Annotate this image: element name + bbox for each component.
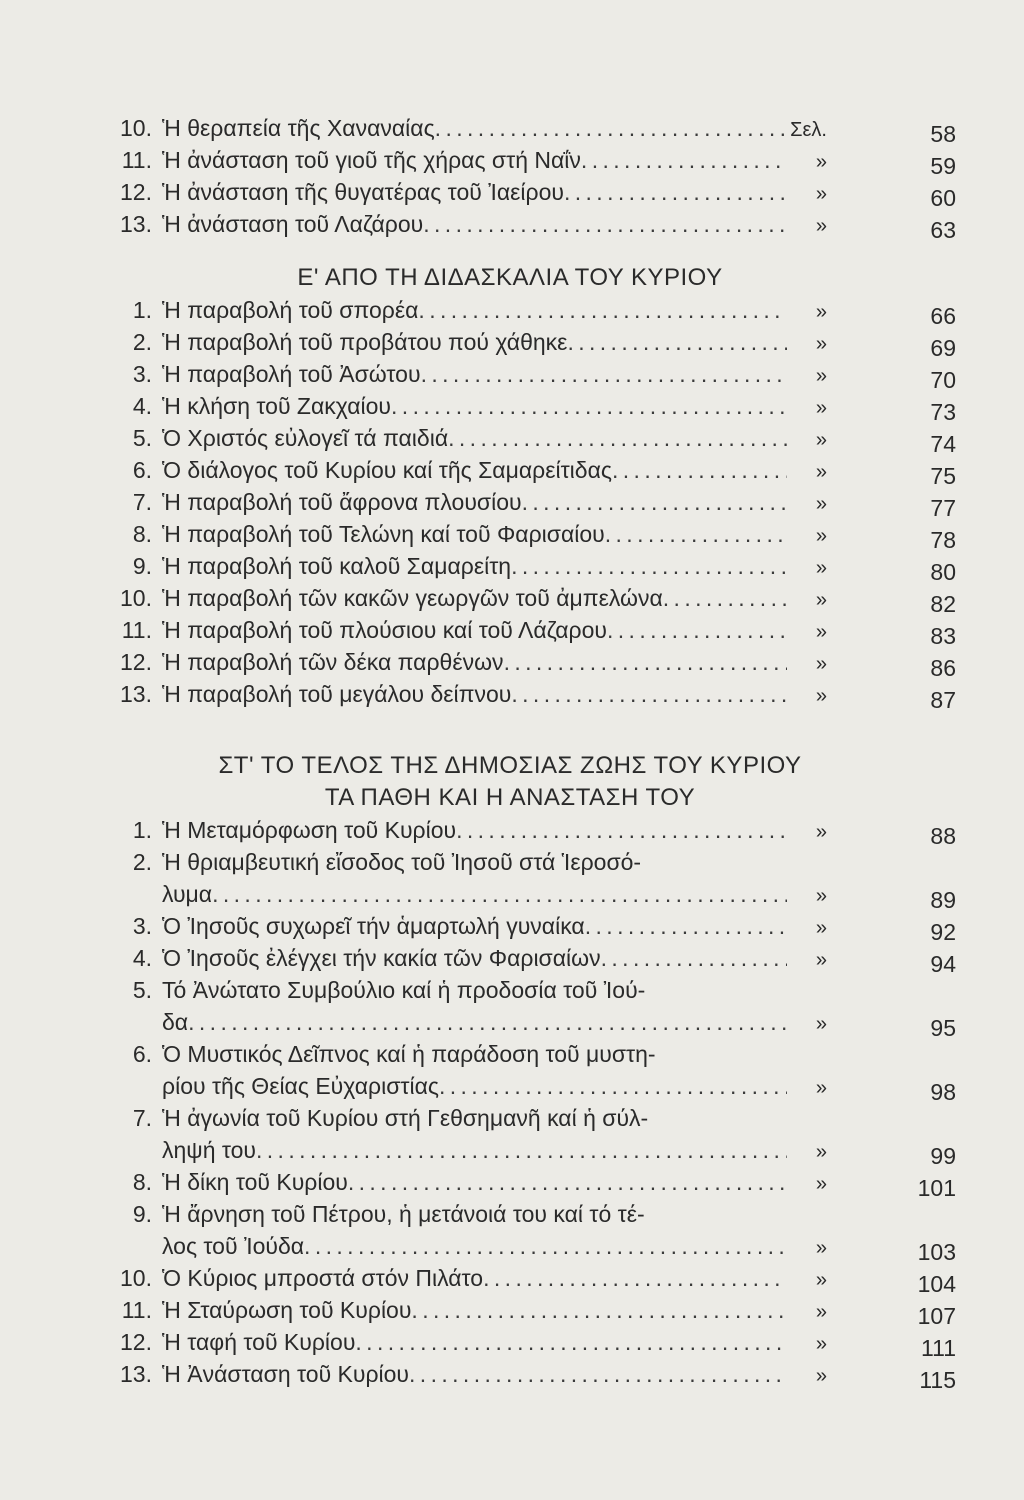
entry-text: Ὁ Μυστικός Δεῖπνος καί ἡ παράδοση τοῦ μυστη- [162,1041,656,1067]
toc-entry[interactable] [0,678,1024,713]
dot-leader [504,646,787,678]
entry-number: 7. [132,489,152,515]
entry-title-line [162,1102,827,1134]
toc-entry[interactable] [0,390,1024,425]
entry-text: Ἡ παραβολή τοῦ προβάτου πού χάθηκε [162,329,568,355]
page-number: 86 [930,655,956,681]
page-number: 115 [919,1367,956,1393]
entry-title [162,486,827,518]
entry-title-line [162,390,827,422]
dot-leader [585,910,787,942]
dot-leader [564,176,787,208]
entry-text: Ἡ παραβολή τοῦ πλούσιου καί τοῦ Λάζαρου [162,617,607,643]
page-mark: » [815,557,827,579]
entry-text: Ὁ Ἰησοῦς συχωρεῖ τήν ἁμαρτωλή γυναίκα [162,913,585,939]
dot-leader [423,208,787,240]
page-mark: » [815,1333,827,1355]
entry-number: 7. [132,1105,152,1131]
entry-text: Ὁ Χριστός εὐλογεῖ τά παιδιά [162,425,449,451]
page-mark: » [815,365,827,387]
entry-text: Ἡ ἀγωνία τοῦ Κυρίου στή Γεθσημανῆ καί ἡ σύλ- [162,1105,649,1131]
entry-text: Ἡ παραβολή τοῦ Ἀσώτου [162,361,421,387]
toc-entry[interactable] [0,294,1024,329]
entry-text: Ὁ Κύριος μπροστά στόν Πιλάτο [162,1265,484,1291]
page-number: 107 [917,1303,956,1329]
toc-entry[interactable] [0,1358,1024,1393]
entry-number: 3. [132,361,152,387]
entry-title-line [162,550,827,582]
entry-title [162,358,827,390]
entry-number: 10. [120,1265,152,1291]
dot-leader [256,1134,787,1166]
entry-title-line [162,294,827,326]
entry-title-line [162,1134,827,1166]
entry-title-line [162,614,827,646]
page-mark: » [815,885,827,907]
page-mark: » [815,821,827,843]
dot-leader [581,144,787,176]
section-heading: Ε' ΑΠΟ ΤΗ ΔΙΔΑΣΚΑΛΙΑ ΤΟΥ ΚΥΡΙΟΥ [297,264,723,291]
toc-entry[interactable] [0,144,1024,179]
entry-title [162,910,827,942]
dot-leader [522,486,787,518]
entry-title-line [162,646,827,678]
entry-title-line [162,846,827,878]
page-mark: » [815,917,827,939]
toc-entry[interactable] [0,326,1024,361]
page-number: 66 [930,303,956,329]
entry-title-line [162,974,827,1006]
entry-title-line [162,358,827,390]
entry-number: 9. [132,553,152,579]
entry-text: Ἡ ταφή τοῦ Κυρίου [162,1329,356,1355]
page-number: 98 [930,1079,956,1105]
toc-entry[interactable] [0,974,1024,1041]
entry-text: Τό Ἀνώτατο Συμβούλιο καί ἡ προδοσία τοῦ Ἰού- [162,977,646,1003]
entry-text: ληψή του [162,1137,256,1163]
page-number: 78 [930,527,956,553]
dot-leader [212,878,787,910]
page-mark: » [815,1365,827,1387]
page-number: 103 [917,1239,956,1265]
page-mark: » [815,1269,827,1291]
entry-text: Ἡ παραβολή τοῦ σπορέα [162,297,419,323]
entry-text: Ἡ ἀνάσταση τῆς θυγατέρας τοῦ Ἰαείρου [162,179,564,205]
dot-leader [348,1166,787,1198]
toc-entry[interactable] [0,942,1024,977]
entry-text: δα [162,1009,189,1035]
entry-title [162,1198,827,1262]
entry-title-line [162,1294,827,1326]
entry-title-line [162,1166,827,1198]
entry-title [162,678,827,710]
entry-number: 4. [132,393,152,419]
dot-leader [483,1262,787,1294]
page-mark: » [815,1077,827,1099]
toc-entry[interactable] [0,582,1024,617]
entry-text: Ἡ Ἀνάσταση τοῦ Κυρίου [162,1361,410,1387]
page-number: 92 [930,919,956,945]
entry-number: 6. [132,1041,152,1067]
page-mark: » [815,589,827,611]
entry-number: 1. [132,817,152,843]
section-st [0,728,1024,1393]
entry-title [162,326,827,358]
page-number: 104 [917,1271,956,1297]
section-d-continued [0,112,1024,243]
entry-number: 13. [120,681,152,707]
page-mark: Σελ. [790,119,827,141]
dot-leader [456,814,787,846]
dot-leader [435,112,787,144]
entry-text: Ἡ ἄρνηση τοῦ Πέτρου, ἡ μετάνοιά του καί τό τέ- [162,1201,645,1227]
dot-leader [511,678,787,710]
page-number: 89 [930,887,956,913]
entry-number: 5. [132,425,152,451]
page-number: 111 [921,1335,956,1361]
section-heading: ΤΑ ΠΑΘΗ ΚΑΙ Η ΑΝΑΣΤΑΣΗ ΤΟΥ [324,784,696,811]
toc-entry[interactable] [0,1102,1024,1169]
entry-text: Ἡ κλήση τοῦ Ζακχαίου [162,393,392,419]
entry-title-line [162,422,827,454]
entry-number: 8. [132,521,152,547]
entry-title-line [162,1230,827,1262]
entry-title [162,1294,827,1326]
page-mark: » [815,397,827,419]
entry-text: Ὁ διάλογος τοῦ Κυρίου καί τῆς Σαμαρείτιδας [162,457,612,483]
entry-title-line [162,144,827,176]
entry-number: 12. [120,1329,152,1355]
entry-title [162,294,827,326]
dot-leader [663,582,787,614]
entry-title-line [162,1262,827,1294]
page-number: 69 [930,335,956,361]
entry-text: Ἡ θεραπεία τῆς Χαναναίας [162,115,435,141]
dot-leader [439,1070,787,1102]
dot-leader [304,1230,787,1262]
toc-entry[interactable] [0,814,1024,849]
entry-title-line [162,814,827,846]
entry-title [162,942,827,974]
entry-number: 4. [132,945,152,971]
dot-leader [421,358,787,390]
entry-number: 2. [132,329,152,355]
page-number: 88 [930,823,956,849]
page-mark: » [815,621,827,643]
page-mark: » [815,151,827,173]
page-mark: » [815,653,827,675]
entry-title-line [162,486,827,518]
entry-text: Ἡ Μεταμόρφωση τοῦ Κυρίου [162,817,457,843]
entry-text: λος τοῦ Ἰούδα [162,1233,305,1259]
dot-leader [567,326,787,358]
toc-entry[interactable] [0,1294,1024,1329]
toc-entry[interactable] [0,1038,1024,1105]
page-mark: » [815,1173,827,1195]
entry-number: 13. [120,1361,152,1387]
entry-title [162,390,827,422]
dot-leader [511,550,787,582]
entry-text: Ὁ Ἰησοῦς ἐλέγχει τήν κακία τῶν Φαρισαίων [162,945,601,971]
entry-title [162,176,827,208]
page-mark: » [815,333,827,355]
entry-title [162,1326,827,1358]
page-mark: » [815,301,827,323]
entry-title-line [162,678,827,710]
entry-text: Ἡ δίκη τοῦ Κυρίου [162,1169,348,1195]
entry-title-line [162,518,827,550]
section-heading: ΣΤ' ΤΟ ΤΕΛΟΣ ΤΗΣ ΔΗΜΟΣΙΑΣ ΖΩΗΣ ΤΟΥ ΚΥΡΙΟΥ [218,752,802,779]
entry-title-line [162,910,827,942]
page-number: 94 [930,951,956,977]
entry-title-line [162,878,827,910]
section-gap [0,710,1024,728]
page-number: 83 [930,623,956,649]
entry-number: 8. [132,1169,152,1195]
page-mark: » [815,1237,827,1259]
entry-number: 11. [121,617,152,643]
page-number: 82 [930,591,956,617]
entry-title-line [162,208,827,240]
toc-entry[interactable] [0,112,1024,147]
toc-entry[interactable] [0,910,1024,945]
entry-text: Ἡ ἀνάσταση τοῦ γιοῦ τῆς χήρας στή Ναΐν [162,147,581,173]
entry-text: λυμα [162,881,213,907]
toc-entry[interactable] [0,208,1024,243]
entry-title [162,422,827,454]
page-mark: » [815,183,827,205]
entry-title-line [162,582,827,614]
dot-leader [448,422,787,454]
entry-text: Ἡ παραβολή τοῦ μεγάλου δείπνου [162,681,512,707]
page-number: 77 [930,495,956,521]
toc-entry[interactable] [0,846,1024,913]
dot-leader [355,1326,787,1358]
page-mark: » [815,949,827,971]
entry-text: Ἡ παραβολή τοῦ ἄφρονα πλουσίου [162,489,522,515]
entry-number: 9. [132,1201,152,1227]
entry-number: 11. [121,147,152,173]
page-number: 60 [930,185,956,211]
entry-number: 11. [121,1297,152,1323]
entry-title [162,814,827,846]
entry-title [162,614,827,646]
entry-title-line [162,1038,827,1070]
toc-entry[interactable] [0,614,1024,649]
page-mark: » [815,429,827,451]
entry-number: 1. [132,297,152,323]
entry-title [162,1262,827,1294]
page-mark: » [815,461,827,483]
section-gap [0,240,1024,262]
entry-title-line [162,1326,827,1358]
dot-leader [411,1294,787,1326]
page-number: 58 [930,121,956,147]
entry-title-line [162,112,827,144]
dot-leader [188,1006,787,1038]
page-mark: » [815,525,827,547]
section-gap [0,728,1024,750]
entry-title [162,454,827,486]
page-mark: » [815,215,827,237]
entry-title [162,846,827,910]
entry-title [162,582,827,614]
toc-entry[interactable] [0,518,1024,553]
page-mark: » [815,685,827,707]
entry-text: Ἡ παραβολή τοῦ καλοῦ Σαμαρείτη [162,553,512,579]
entry-number: 13. [120,211,152,237]
page-number: 75 [930,463,956,489]
entry-title-line [162,1198,827,1230]
toc-entry[interactable] [0,176,1024,211]
entry-title [162,144,827,176]
page-number: 87 [930,687,956,713]
entry-title [162,646,827,678]
page-number: 70 [930,367,956,393]
dot-leader [607,614,787,646]
page-number: 80 [930,559,956,585]
toc-entry[interactable] [0,646,1024,681]
entry-title-line [162,176,827,208]
entry-title [162,1358,827,1390]
entry-text: Ἡ θριαμβευτική εἴσοδος τοῦ Ἰησοῦ στά Ἱεροσό- [162,849,642,875]
toc-entry[interactable] [0,358,1024,393]
entry-text: Ἡ Σταύρωση τοῦ Κυρίου [162,1297,412,1323]
page-number: 101 [917,1175,956,1201]
toc-entry[interactable] [0,486,1024,521]
dot-leader [605,518,787,550]
entry-number: 6. [132,457,152,483]
page-number: 59 [930,153,956,179]
dot-leader [409,1358,787,1390]
dot-leader [391,390,787,422]
entry-number: 3. [132,913,152,939]
entry-title-line [162,454,827,486]
entry-number: 2. [132,849,152,875]
dot-leader [418,294,787,326]
toc-entry[interactable] [0,1198,1024,1265]
entry-title-line [162,1358,827,1390]
page-number: 95 [930,1015,956,1041]
toc-entry[interactable] [0,454,1024,489]
entry-title-line [162,942,827,974]
entry-title [162,1166,827,1198]
entry-number: 12. [120,649,152,675]
toc-entry[interactable] [0,550,1024,585]
entry-number: 10. [120,115,152,141]
entry-title [162,1038,827,1102]
entry-title-line [162,326,827,358]
dot-leader [612,454,787,486]
entry-text: Ἡ παραβολή τοῦ Τελώνη καί τοῦ Φαρισαίου [162,521,605,547]
toc-entry[interactable] [0,422,1024,457]
entry-title [162,550,827,582]
entry-title [162,974,827,1038]
page-number: 74 [930,431,956,457]
entry-text: ρίου τῆς Θείας Εὐχαριστίας [162,1073,439,1099]
entry-title [162,208,827,240]
page-mark: » [815,1141,827,1163]
entry-text: Ἡ παραβολή τῶν δέκα παρθένων [162,649,504,675]
entry-title [162,518,827,550]
entry-text: Ἡ παραβολή τῶν κακῶν γεωργῶν τοῦ ἀμπελώνα [162,585,663,611]
page-number: 73 [930,399,956,425]
page-mark: » [815,1301,827,1323]
toc-entry[interactable] [0,1166,1024,1201]
entry-title [162,1102,827,1166]
page-number: 99 [930,1143,956,1169]
toc-entry[interactable] [0,1326,1024,1361]
page-mark: » [815,493,827,515]
dot-leader [601,942,787,974]
page-number: 63 [930,217,956,243]
page-mark: » [815,1013,827,1035]
entry-title [162,112,827,144]
entry-text: Ἡ ἀνάσταση τοῦ Λαζάρου [162,211,424,237]
entry-number: 5. [132,977,152,1003]
entry-number: 10. [120,585,152,611]
entry-title-line [162,1006,827,1038]
entry-number: 12. [120,179,152,205]
toc-entry[interactable] [0,1262,1024,1297]
section-e [0,240,1024,728]
entry-title-line [162,1070,827,1102]
